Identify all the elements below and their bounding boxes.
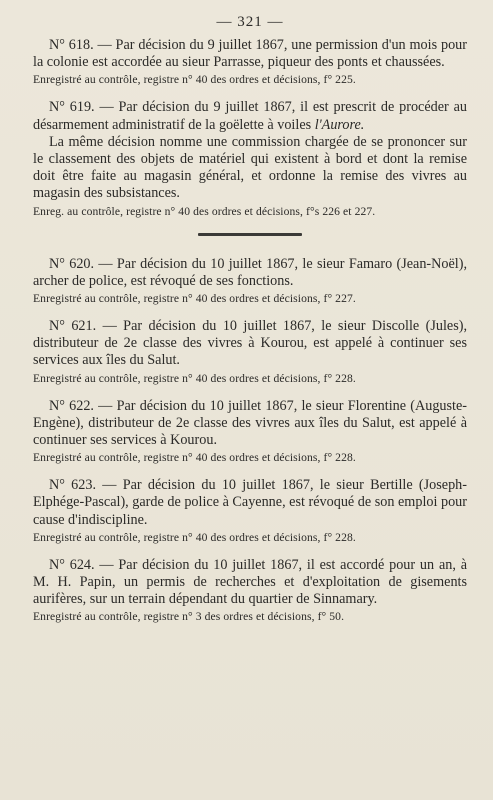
registration-note: Enreg. au contrôle, registre n° 40 des ordres et décisions, f°s 226 et 227. (33, 204, 376, 218)
entry-618 (33, 37, 467, 87)
entry-text: N° 623. — Par décision du 10 juillet 1867, le sieur Bertille (Joseph-Elphége-Pascal), garde de police à Cayenne, est révoqué de son emploi pour cause d'indiscipline. (33, 477, 467, 528)
registration-note: Enregistré au contrôle, registre n° 40 des ordres et décisions, f° 228. (33, 371, 356, 385)
section-separator (198, 233, 302, 236)
entry-621 (33, 318, 467, 386)
registration-note: Enregistré au contrôle, registre n° 40 des ordres et décisions, f° 225. (33, 73, 356, 87)
registration-note: Enregistré au contrôle, registre n° 40 des ordres et décisions, f° 228. (33, 530, 356, 544)
entry-624 (33, 557, 467, 625)
entry-619 (33, 99, 467, 218)
entry-text (33, 99, 467, 133)
registration-note: Enregistré au contrôle, registre n° 40 des ordres et décisions, f° 227. (33, 292, 356, 306)
entry-text: N° 621. — Par décision du 10 juillet 1867, le sieur Discolle (Jules), distributeur de 2e classe des vivres à Kourou, est appelé à continuer ses services aux îles du Salut. (33, 318, 467, 369)
page-number: — 321 — (216, 14, 284, 30)
entry-text: N° 618. — Par décision du 9 juillet 1867, une permission d'un mois pour la colonie est accordée au sieur Parrasse, piqueur des ponts et chaussées. (33, 37, 467, 71)
entry-text-continued: La même décision nomme une commission chargée de se prononcer sur le classement des objets de matériel qui existent à bord et dont la remise doit être faite au magasin général, et ordonne la remise des vivres au magasin des subsistances. (33, 133, 467, 202)
entry-623 (33, 477, 467, 545)
registration-note: Enregistré au contrôle, registre n° 40 des ordres et décisions, f° 228. (33, 451, 356, 465)
entry-text: N° 624. — Par décision du 10 juillet 1867, il est accordé pour un an, à M. H. Papin, un permis de recherches et d'exploitation de gisements aurifères, sur un terrain dépendant du quartier de Sinnamary. (33, 556, 467, 608)
entry-text: N° 620. — Par décision du 10 juillet 1867, le sieur Famaro (Jean-Noël), archer de police, est révoqué de ses fonctions. (33, 255, 467, 289)
entry-622 (33, 398, 467, 466)
entry-620 (33, 256, 467, 306)
entry-text: N° 622. — Par décision du 10 juillet 1867, le sieur Florentine (Auguste-Engène), distributeur de 2e classe des vivres aux îles du Salut, est appelé à continuer ses services à Kourou. (33, 397, 467, 449)
ship-name: l'Aurore. (314, 116, 365, 133)
entry-text-part: N° 619. — Par décision du 9 juillet 1867, il est prescrit de procéder au désarmement administratif de la goëlette à voiles (33, 99, 467, 133)
registration-note: Enregistré au contrôle, registre n° 3 des ordres et décisions, f° 50. (33, 610, 345, 624)
